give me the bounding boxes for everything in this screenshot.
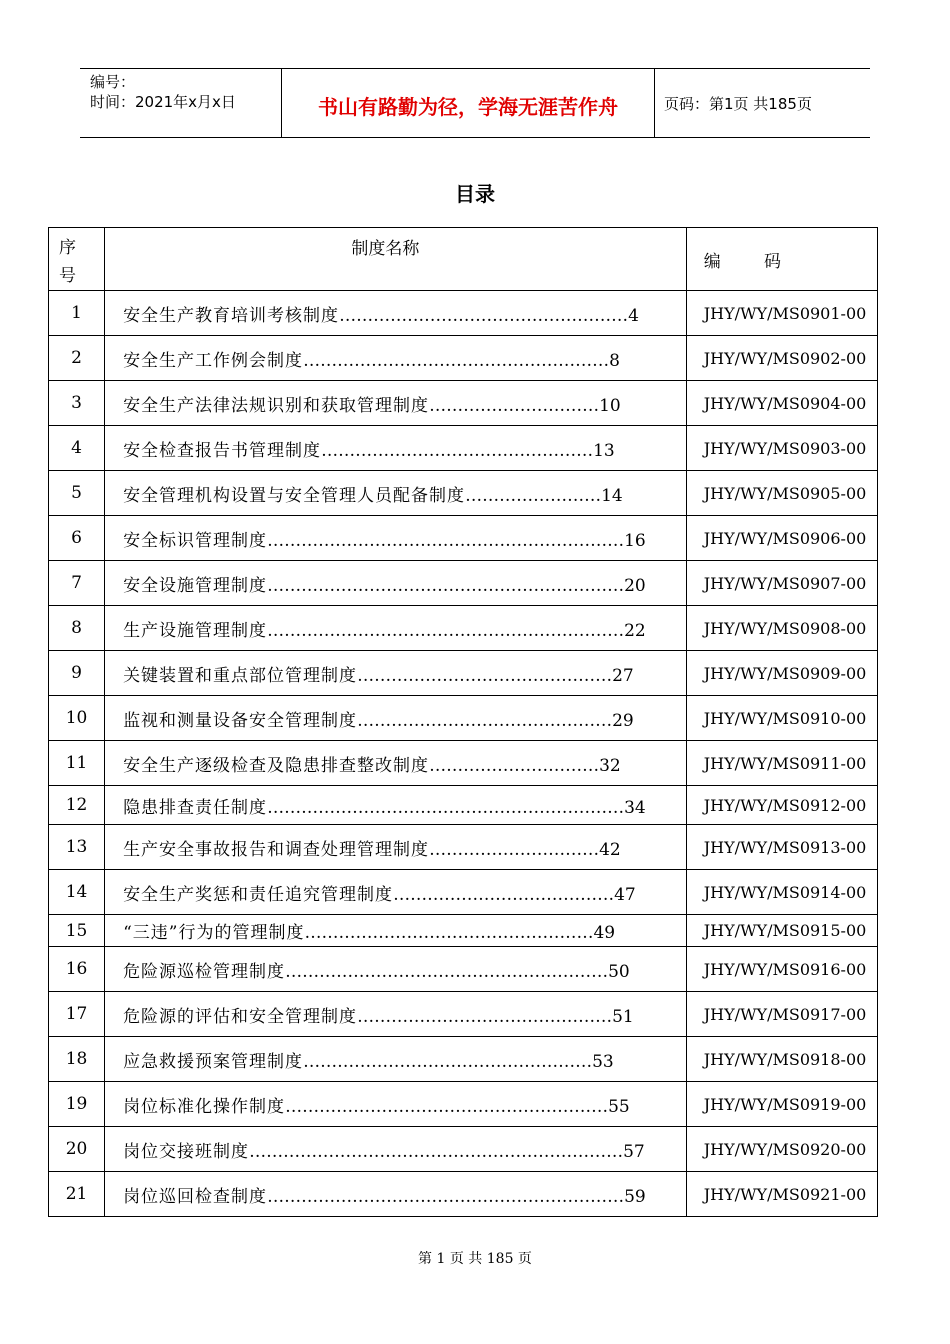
row-code: JHY/WY/MS0909-00 — [686, 651, 877, 696]
regulation-name: 安全检查报告书管理制度 — [123, 440, 322, 461]
row-title — [105, 291, 687, 336]
row-title — [105, 1172, 687, 1217]
regulation-name: 生产安全事故报告和调查处理管理制度 — [123, 839, 430, 860]
page-number: 50 — [608, 961, 630, 982]
col-header-number: 序 号 — [49, 228, 105, 291]
table-row — [49, 1037, 878, 1082]
row-number: 2 — [49, 336, 105, 381]
motto: 书山有路勤为径，学海无涯苦作舟 — [318, 95, 618, 119]
table-row — [49, 915, 878, 947]
row-code: JHY/WY/MS0902-00 — [686, 336, 877, 381]
header-motto-cell — [282, 69, 655, 137]
page-number: 55 — [608, 1096, 630, 1117]
table-row — [49, 1172, 878, 1217]
row-number: 21 — [49, 1172, 105, 1217]
col-header-name: 制度名称 — [105, 228, 687, 291]
row-title — [105, 696, 687, 741]
page-number: 16 — [624, 530, 646, 551]
page-number: 57 — [623, 1141, 645, 1162]
table-row — [49, 516, 878, 561]
row-code: JHY/WY/MS0905-00 — [686, 471, 877, 516]
row-code: JHY/WY/MS0901-00 — [686, 291, 877, 336]
row-number: 1 — [49, 291, 105, 336]
page-number: 47 — [614, 884, 636, 905]
header-page-cell — [655, 69, 870, 137]
table-row — [49, 870, 878, 915]
regulation-name: 监视和测量设备安全管理制度 — [123, 710, 358, 731]
table-row — [49, 696, 878, 741]
row-number: 4 — [49, 426, 105, 471]
page-info: 页码：第1页 共185页 — [664, 95, 812, 113]
time-label: 时间：2021年x月x日 — [90, 93, 236, 111]
row-title — [105, 786, 687, 825]
page-number: 4 — [628, 305, 639, 326]
row-number: 6 — [49, 516, 105, 561]
row-title — [105, 915, 687, 947]
leader-dots: …………………… — [465, 485, 602, 506]
page-number: 14 — [601, 485, 623, 506]
table-row — [49, 1127, 878, 1172]
leader-dots: ……………………………………………………… — [267, 1186, 625, 1207]
table-row — [49, 606, 878, 651]
leader-dots: ………………………… — [429, 395, 600, 416]
leader-dots: ……………………………………… — [357, 710, 613, 731]
regulation-name: 安全生产奖惩和责任追究管理制度 — [123, 884, 394, 905]
table-row — [49, 561, 878, 606]
regulation-name: 危险源巡检管理制度 — [123, 961, 286, 982]
page-number: 49 — [593, 923, 616, 943]
table-row — [49, 426, 878, 471]
leader-dots: ……………………………………………………… — [267, 620, 625, 641]
row-title — [105, 825, 687, 870]
table-row — [49, 336, 878, 381]
row-title — [105, 516, 687, 561]
row-title — [105, 381, 687, 426]
row-code: JHY/WY/MS0906-00 — [686, 516, 877, 561]
leader-dots: ……………………………………………………… — [267, 575, 625, 596]
regulation-name: 安全生产法律法规识别和获取管理制度 — [123, 395, 430, 416]
row-number: 17 — [49, 992, 105, 1037]
row-code: JHY/WY/MS0913-00 — [686, 825, 877, 870]
row-code: JHY/WY/MS0920-00 — [686, 1127, 877, 1172]
leader-dots: ……………………………………………………… — [267, 797, 625, 818]
leader-dots: ……………………………………… — [357, 665, 613, 686]
row-number: 11 — [49, 741, 105, 786]
row-title — [105, 1037, 687, 1082]
regulation-name: 安全生产教育培训考核制度 — [123, 305, 340, 326]
table-header-row — [49, 228, 878, 291]
regulation-name: 安全设施管理制度 — [123, 575, 268, 596]
table-row — [49, 992, 878, 1037]
regulation-name: 安全生产逐级检查及隐患排查整改制度 — [123, 755, 430, 776]
leader-dots: ……………………………………………………… — [267, 530, 625, 551]
table-row — [49, 741, 878, 786]
regulation-name: 安全标识管理制度 — [123, 530, 268, 551]
row-code: JHY/WY/MS0911-00 — [686, 741, 877, 786]
row-code: JHY/WY/MS0910-00 — [686, 696, 877, 741]
row-code: JHY/WY/MS0914-00 — [686, 870, 877, 915]
page-number: 8 — [609, 350, 620, 371]
page-number: 29 — [612, 710, 634, 731]
row-number: 13 — [49, 825, 105, 870]
table-row — [49, 825, 878, 870]
leader-dots: ………………………………… — [393, 884, 615, 905]
leader-dots: ……………………………………………… — [303, 350, 610, 371]
page-header — [80, 68, 870, 138]
row-code: JHY/WY/MS0907-00 — [686, 561, 877, 606]
row-number: 19 — [49, 1082, 105, 1127]
row-title — [105, 1127, 687, 1172]
row-number: 16 — [49, 947, 105, 992]
regulation-name: 岗位标准化操作制度 — [123, 1096, 286, 1117]
row-number: 5 — [49, 471, 105, 516]
leader-dots: ………………………… — [429, 839, 600, 860]
page-title: 目录 — [455, 182, 495, 206]
table-row — [49, 786, 878, 825]
leader-dots: ……………………………………… — [357, 1006, 613, 1027]
table-row — [49, 471, 878, 516]
row-number: 20 — [49, 1127, 105, 1172]
page-number: 34 — [624, 797, 646, 818]
leader-dots: ………………………………………………… — [285, 961, 609, 982]
row-number: 9 — [49, 651, 105, 696]
row-number: 7 — [49, 561, 105, 606]
page-number: 59 — [624, 1186, 646, 1207]
page-number: 32 — [599, 755, 621, 776]
page-number: 10 — [599, 395, 621, 416]
row-title — [105, 561, 687, 606]
leader-dots: ………………………………………… — [321, 440, 594, 461]
row-title — [105, 471, 687, 516]
header-meta-cell — [80, 69, 282, 137]
row-number: 14 — [49, 870, 105, 915]
table-row — [49, 1082, 878, 1127]
page-number: 20 — [624, 575, 646, 596]
page-number: 51 — [612, 1006, 634, 1027]
row-title — [105, 336, 687, 381]
table-row — [49, 381, 878, 426]
page-footer: 第 1 页 共 185 页 — [418, 1251, 532, 1267]
toc-body — [49, 291, 878, 1217]
row-title — [105, 1082, 687, 1127]
page-number: 53 — [592, 1051, 614, 1072]
regulation-name: 关键装置和重点部位管理制度 — [123, 665, 358, 686]
regulation-name: 岗位巡回检查制度 — [123, 1186, 268, 1207]
row-code: JHY/WY/MS0918-00 — [686, 1037, 877, 1082]
row-code: JHY/WY/MS0908-00 — [686, 606, 877, 651]
regulation-name: 应急救援预案管理制度 — [123, 1051, 304, 1072]
row-code: JHY/WY/MS0917-00 — [686, 992, 877, 1037]
row-title — [105, 606, 687, 651]
table-row — [49, 651, 878, 696]
regulation-name: “三违”行为的管理制度 — [123, 923, 305, 943]
row-code: JHY/WY/MS0916-00 — [686, 947, 877, 992]
number-label: 编号： — [90, 73, 136, 91]
row-code: JHY/WY/MS0912-00 — [686, 786, 877, 825]
page-number: 22 — [624, 620, 646, 641]
row-title — [105, 870, 687, 915]
page-number: 13 — [593, 440, 615, 461]
row-title — [105, 426, 687, 471]
toc-table — [48, 227, 878, 1217]
regulation-name: 安全管理机构设置与安全管理人员配备制度 — [123, 485, 466, 506]
leader-dots: ………………………………………………… — [285, 1096, 609, 1117]
row-code: JHY/WY/MS0903-00 — [686, 426, 877, 471]
col-header-code: 编 码 — [686, 228, 877, 291]
table-row — [49, 291, 878, 336]
regulation-name: 生产设施管理制度 — [123, 620, 268, 641]
row-number: 12 — [49, 786, 105, 825]
leader-dots: …………………………………………… — [304, 923, 594, 943]
regulation-name: 安全生产工作例会制度 — [123, 350, 304, 371]
regulation-name: 隐患排查责任制度 — [123, 797, 268, 818]
regulation-name: 危险源的评估和安全管理制度 — [123, 1006, 358, 1027]
row-code: JHY/WY/MS0921-00 — [686, 1172, 877, 1217]
row-number: 8 — [49, 606, 105, 651]
row-number: 3 — [49, 381, 105, 426]
row-title — [105, 947, 687, 992]
row-title — [105, 992, 687, 1037]
row-number: 18 — [49, 1037, 105, 1082]
row-number: 10 — [49, 696, 105, 741]
row-code: JHY/WY/MS0919-00 — [686, 1082, 877, 1127]
leader-dots: …………………………………………… — [339, 305, 629, 326]
row-number: 15 — [49, 915, 105, 947]
regulation-name: 岗位交接班制度 — [123, 1141, 250, 1162]
table-row — [49, 947, 878, 992]
leader-dots: …………………………………………… — [303, 1051, 593, 1072]
page-number: 42 — [599, 839, 621, 860]
row-code: JHY/WY/MS0915-00 — [686, 915, 877, 947]
row-title — [105, 651, 687, 696]
leader-dots: ………………………… — [429, 755, 600, 776]
page-number: 27 — [612, 665, 634, 686]
row-code: JHY/WY/MS0904-00 — [686, 381, 877, 426]
row-title — [105, 741, 687, 786]
leader-dots: ………………………………………………………… — [249, 1141, 624, 1162]
